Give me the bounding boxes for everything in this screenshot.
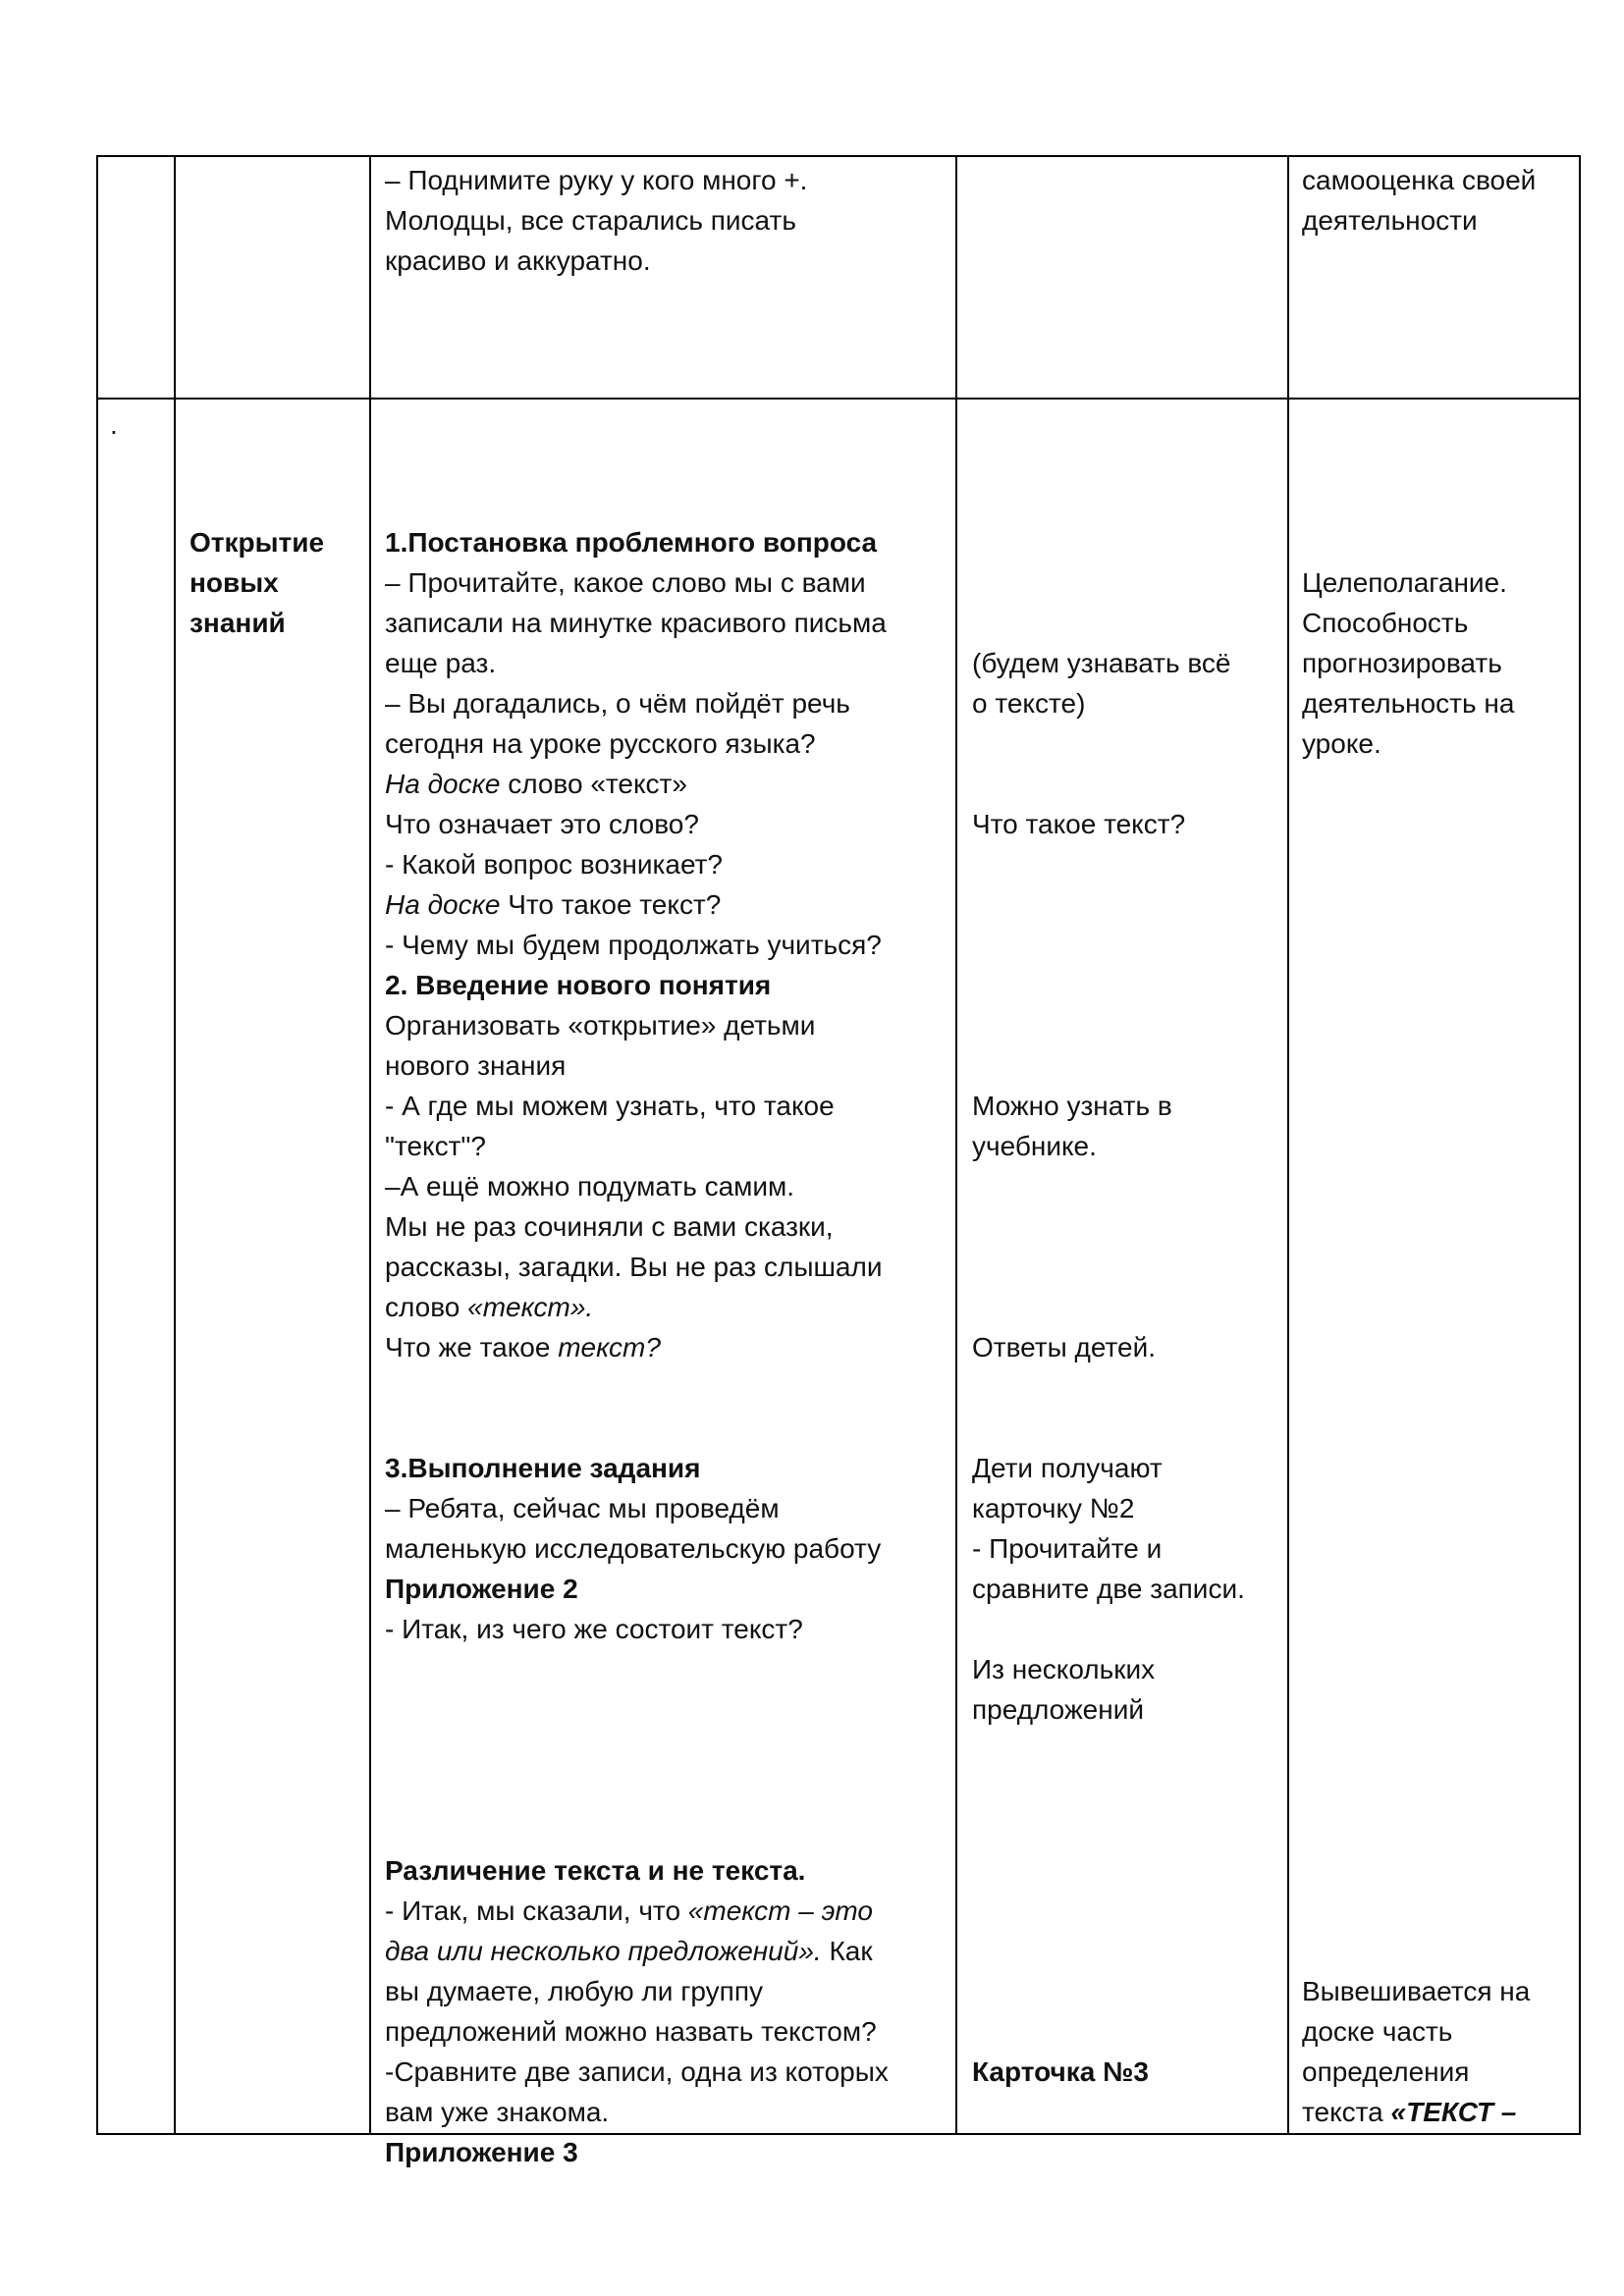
text-span: - Итак, мы сказали, что [385, 1896, 688, 1926]
emphasis: «текст». [467, 1292, 594, 1322]
section-heading: 2. Введение нового понятия [385, 970, 772, 1000]
text-line: - Чему мы будем продолжать учиться? [385, 930, 882, 960]
stage-line: новых [189, 567, 279, 598]
table-col-line [174, 155, 176, 2135]
text-line: (будем узнавать всё [972, 648, 1231, 678]
section-heading: Различение текста и не текста. [385, 1855, 806, 1886]
emphasis: «текст – это [687, 1896, 873, 1926]
table-col-line [955, 155, 957, 2135]
table-border-top [96, 155, 1579, 157]
student-answer-3 [972, 1086, 1172, 1166]
text-line: - Прочитайте и [972, 1533, 1163, 1564]
text-line: Способность [1302, 608, 1469, 638]
text-line: учебнике. [972, 1131, 1097, 1161]
text-line: Из нескольких [972, 1654, 1156, 1684]
text-line: - А где мы можем узнать, что такое [385, 1091, 835, 1121]
table-col-line [1579, 155, 1581, 2135]
text-line [385, 1891, 889, 1931]
text-line: Дети получают [972, 1453, 1163, 1483]
text-line: деятельности [1302, 205, 1478, 236]
text-span: текста [1302, 2097, 1391, 2127]
emphasis: два или несколько предложений». [385, 1936, 822, 1966]
text-line: - Итак, из чего же состоит текст? [385, 1614, 803, 1644]
text-line: записали на минутке красивого письма [385, 608, 887, 638]
text-line: прогнозировать [1302, 648, 1502, 678]
text-line: – Ребята, сейчас мы проведём [385, 1493, 780, 1523]
text-span: Что такое текст? [500, 889, 722, 920]
table-col-line [96, 155, 98, 2135]
text-line: доске часть [1302, 2016, 1453, 2047]
text-line: Мы не раз сочиняли с вами сказки, [385, 1211, 834, 1242]
row2-teacher-cell [385, 522, 889, 2172]
emphasis: На доске [385, 769, 501, 799]
student-answer-6 [972, 1649, 1155, 1730]
text-span: Что же такое [385, 1332, 559, 1362]
text-line: о тексте) [972, 688, 1086, 719]
appendix-label: Приложение 2 [385, 1574, 578, 1604]
row2-stage-cell [189, 522, 324, 643]
table-row-divider [96, 398, 1579, 400]
section-heading: 3.Выполнение задания [385, 1453, 701, 1483]
text-line: –А ещё можно подумать самим. [385, 1171, 795, 1201]
text-line: вы думаете, любую ли группу [385, 1976, 763, 2006]
text-line: - Какой вопрос возникает? [385, 849, 723, 880]
emphasis: текст? [558, 1332, 661, 1362]
emphasis: «ТЕКСТ – [1390, 2097, 1517, 2127]
stage-line: Открытие [189, 527, 325, 558]
text-line: Что означает это слово? [385, 809, 699, 839]
text-span: слово [385, 1292, 468, 1322]
text-line: нового знания [385, 1050, 567, 1081]
student-answer-1 [972, 643, 1230, 723]
text-line [385, 1931, 889, 1971]
text-span: слово «текст» [500, 769, 687, 799]
text-line [385, 884, 889, 925]
text-line: карточку №2 [972, 1493, 1135, 1523]
section-heading: 1.Постановка проблемного вопроса [385, 527, 878, 558]
text-line: Целеполагание. [1302, 567, 1507, 598]
text-line: сегодня на уроке русского языка? [385, 728, 816, 759]
text-line: "текст"? [385, 1131, 486, 1161]
text-line: Вывешивается на [1302, 1976, 1531, 2006]
text-line: еще раз. [385, 648, 497, 678]
text-line: Организовать «открытие» детьми [385, 1010, 816, 1041]
text-line [385, 1327, 889, 1367]
text-line: Карточка №3 [972, 2056, 1149, 2087]
student-card-label [972, 2052, 1149, 2092]
text-line: предложений [972, 1694, 1144, 1725]
row1-uud-cell [1302, 160, 1536, 240]
text-line: красиво и аккуратно. [385, 245, 651, 276]
student-answer-2 [972, 804, 1185, 844]
text-line: Ответы детей. [972, 1332, 1157, 1362]
student-answer-4 [972, 1327, 1156, 1367]
student-answer-5 [972, 1448, 1245, 1609]
text-line: Молодцы, все старались писать [385, 205, 796, 236]
text-line: сравните две записи. [972, 1574, 1245, 1604]
text-line [385, 764, 889, 804]
text-line: – Поднимите руку у кого много +. [385, 165, 808, 195]
stage-line: знаний [189, 608, 286, 638]
appendix-label: Приложение 3 [385, 2137, 578, 2167]
text-line: определения [1302, 2056, 1470, 2087]
text-line [1302, 2092, 1530, 2132]
row1-teacher-cell [385, 160, 807, 281]
text-line: Можно узнать в [972, 1091, 1172, 1121]
table-col-line [1287, 155, 1289, 2135]
row-number: . [110, 409, 118, 440]
text-line: – Вы догадались, о чём пойдёт речь [385, 688, 850, 719]
emphasis: На доске [385, 889, 501, 920]
row2-uud-definition [1302, 1971, 1530, 2132]
text-line: рассказы, загадки. Вы не раз слышали [385, 1252, 883, 1282]
text-line: Что такое текст? [972, 809, 1186, 839]
text-line: уроке. [1302, 728, 1381, 759]
text-line: -Сравните две записи, одна из которых [385, 2056, 889, 2087]
text-line: маленькую исследовательскую работу [385, 1533, 882, 1564]
text-line [385, 1287, 889, 1327]
text-line: – Прочитайте, какое слово мы с вами [385, 567, 866, 598]
text-span: Как [821, 1936, 873, 1966]
text-line: самооценка своей [1302, 165, 1537, 195]
text-line: предложений можно назвать текстом? [385, 2016, 877, 2047]
table-col-line [369, 155, 371, 2135]
row2-uud-cell [1302, 562, 1514, 764]
text-line: вам уже знакома. [385, 2097, 610, 2127]
row2-number-cell [110, 404, 118, 445]
text-line: деятельность на [1302, 688, 1515, 719]
